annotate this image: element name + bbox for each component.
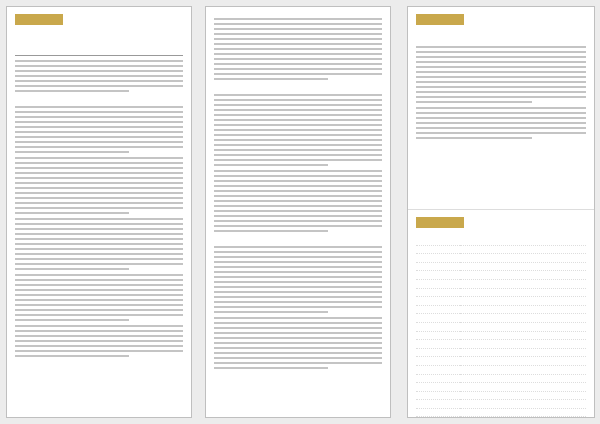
section-3-heading <box>214 237 382 243</box>
table-row <box>416 322 586 331</box>
table-row <box>416 365 586 374</box>
table-row <box>416 417 586 418</box>
sermon-continued-panel <box>205 6 391 418</box>
prayer-title <box>416 35 586 43</box>
staff-section <box>408 209 594 418</box>
table-row <box>416 237 586 245</box>
text-placeholder <box>214 94 382 166</box>
text-placeholder <box>15 325 183 357</box>
table-row <box>416 279 586 288</box>
table-row <box>416 408 586 417</box>
table-row <box>416 314 586 323</box>
staff-banner <box>416 217 464 228</box>
text-placeholder <box>214 18 382 80</box>
sermon-panel <box>6 6 192 418</box>
table-row <box>416 340 586 349</box>
table-row <box>416 271 586 280</box>
text-placeholder <box>416 107 586 139</box>
table-row <box>416 400 586 409</box>
weekly-sermon-banner <box>15 14 63 25</box>
table-row <box>416 288 586 297</box>
table-row <box>416 348 586 357</box>
text-placeholder <box>15 106 183 153</box>
table-row <box>416 331 586 340</box>
table-row <box>416 357 586 366</box>
table-row <box>416 391 586 400</box>
text-placeholder <box>214 246 382 313</box>
table-row <box>416 262 586 271</box>
text-placeholder <box>15 218 183 270</box>
title-divider <box>15 55 183 56</box>
text-placeholder <box>15 60 183 92</box>
sermon-meta <box>15 46 183 52</box>
prayer-banner <box>416 14 464 25</box>
table-row <box>416 254 586 263</box>
table-row <box>416 383 586 392</box>
table-row <box>416 245 586 254</box>
text-placeholder <box>15 274 183 321</box>
staff-table <box>416 237 586 418</box>
table-row <box>416 374 586 383</box>
section-2-heading <box>214 85 382 91</box>
text-placeholder <box>214 317 382 369</box>
prayer-source <box>416 143 586 149</box>
section-1-heading <box>15 97 183 103</box>
prayer-and-staff-panel <box>407 6 595 418</box>
text-placeholder <box>214 170 382 232</box>
table-row <box>416 305 586 314</box>
sermon-title <box>15 34 183 45</box>
text-placeholder <box>15 157 183 214</box>
text-placeholder <box>416 46 586 103</box>
table-row <box>416 297 586 306</box>
